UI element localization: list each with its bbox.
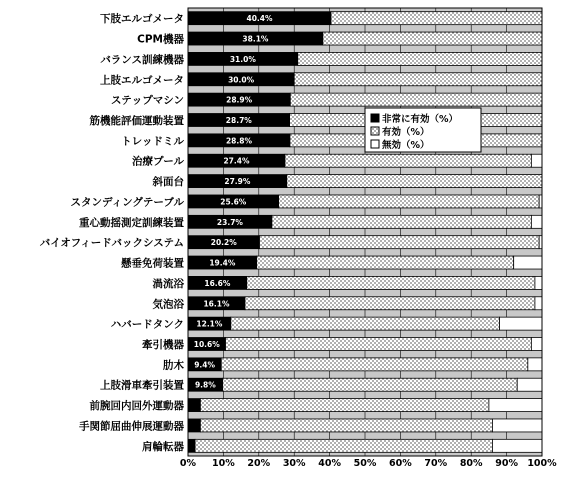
- legend-swatch-ineffective: [371, 140, 379, 148]
- bar-effective: [195, 439, 492, 452]
- category-label: 下肢エルゴメータ: [100, 13, 184, 26]
- x-tick-label: 70%: [424, 458, 448, 469]
- bar-ineffective: [535, 276, 542, 289]
- bar-ineffective: [531, 154, 542, 167]
- category-label: ステップマシン: [110, 94, 184, 107]
- bar-effective: [257, 256, 514, 269]
- legend-label-ineffective: 無効（%）: [382, 140, 430, 151]
- bar-effective: [331, 12, 542, 25]
- x-tick-labels: [180, 458, 557, 469]
- bar-ineffective: [531, 338, 542, 351]
- bar-effective: [279, 195, 540, 208]
- bar-effective: [245, 297, 535, 310]
- data-label: 27.9%: [224, 177, 251, 187]
- data-label: 20.2%: [210, 238, 237, 248]
- x-tick-label: 80%: [459, 458, 483, 469]
- category-label: バランス訓練機器: [100, 53, 184, 66]
- x-tick-label: 30%: [282, 458, 306, 469]
- legend: [365, 108, 481, 152]
- category-label: 重心動揺測定訓練装置: [79, 216, 184, 229]
- category-label: 渦流浴: [152, 277, 184, 290]
- category-label: CPM機器: [137, 33, 184, 46]
- category-label: 上肢エルゴメータ: [100, 74, 184, 87]
- data-label: 28.8%: [225, 136, 252, 146]
- category-label: 牽引機器: [142, 339, 184, 351]
- category-label: 上肢滑車牽引装置: [100, 379, 184, 392]
- bar-ineffective: [492, 439, 542, 452]
- bar-effective: [287, 175, 542, 188]
- x-tick-label: 90%: [495, 458, 518, 469]
- data-label: 38.1%: [242, 34, 269, 44]
- category-label: スタンディングテーブル: [70, 196, 184, 209]
- legend-label-effective: 有効（%）: [382, 127, 430, 138]
- data-label: 19.4%: [209, 258, 236, 268]
- bar-effective: [323, 32, 542, 45]
- bar-ineffective: [492, 419, 542, 432]
- x-tick-label: 50%: [353, 458, 377, 469]
- x-tick-label: 60%: [389, 458, 412, 469]
- bar-ineffective: [528, 358, 542, 371]
- category-label: 治療プール: [132, 155, 184, 168]
- bar-effective: [223, 378, 518, 391]
- bar-ineffective: [517, 378, 542, 391]
- category-label: 肋木: [163, 359, 184, 372]
- bar-effective: [231, 317, 500, 330]
- bar-effective: [200, 419, 492, 432]
- x-tick-label: 40%: [318, 458, 341, 469]
- legend-swatch-very-effective: [371, 114, 379, 122]
- data-label: 9.8%: [194, 380, 216, 390]
- category-label: バイオフィードバックシステム: [39, 237, 184, 250]
- x-tick-label: 0%: [179, 458, 197, 469]
- bar-ineffective: [514, 256, 542, 269]
- legend-swatch-effective: [371, 127, 379, 135]
- bar-very-effective: [188, 399, 200, 412]
- x-tick-label: 10%: [212, 458, 235, 469]
- data-label: 40.4%: [246, 14, 273, 24]
- data-label: 12.1%: [196, 319, 223, 329]
- x-tick-label: 100%: [527, 458, 557, 469]
- bar-ineffective: [535, 297, 542, 310]
- category-label: 肩輪転器: [142, 440, 184, 453]
- category-label: トレッドミル: [121, 135, 184, 148]
- data-label: 27.4%: [223, 156, 250, 166]
- legend-label-very-effective: 非常に有効（%）: [382, 114, 459, 125]
- bar-ineffective: [531, 215, 542, 228]
- category-label: 気泡浴: [152, 298, 184, 311]
- category-label: 筋機能評価運動装置: [89, 115, 184, 127]
- bar-effective: [285, 154, 531, 167]
- data-label: 31.0%: [229, 54, 256, 64]
- category-label: 斜面台: [152, 176, 184, 189]
- bar-very-effective: [188, 439, 195, 452]
- category-label: ハバードタンク: [110, 318, 184, 331]
- data-label: 28.9%: [226, 95, 253, 105]
- bar-ineffective: [489, 399, 542, 412]
- data-label: 28.7%: [225, 116, 252, 125]
- category-label: 懸垂免荷装置: [121, 257, 184, 270]
- bar-ineffective: [500, 317, 542, 330]
- x-tick-label: 20%: [247, 458, 271, 469]
- data-label: 9.4%: [194, 360, 216, 370]
- data-label: 16.1%: [203, 299, 230, 309]
- bar-effective: [226, 338, 532, 351]
- bar-very-effective: [188, 419, 200, 432]
- bar-effective: [260, 236, 540, 249]
- data-label: 10.6%: [193, 340, 220, 349]
- data-label: 30.0%: [228, 75, 255, 85]
- category-labels: [40, 12, 185, 453]
- bar-effective: [272, 215, 531, 228]
- bar-effective: [294, 73, 542, 86]
- data-label: 25.6%: [220, 197, 247, 207]
- bar-effective: [200, 399, 489, 412]
- data-label: 23.7%: [216, 217, 243, 227]
- bar-effective: [247, 276, 535, 289]
- data-label: 16.6%: [204, 278, 231, 288]
- bar-effective: [298, 52, 542, 65]
- bar-effective: [290, 93, 542, 106]
- category-label: 前腕回内回外運動器: [89, 400, 184, 413]
- bar-effective: [221, 358, 528, 371]
- category-label: 手関節屈曲伸展運動器: [79, 420, 184, 433]
